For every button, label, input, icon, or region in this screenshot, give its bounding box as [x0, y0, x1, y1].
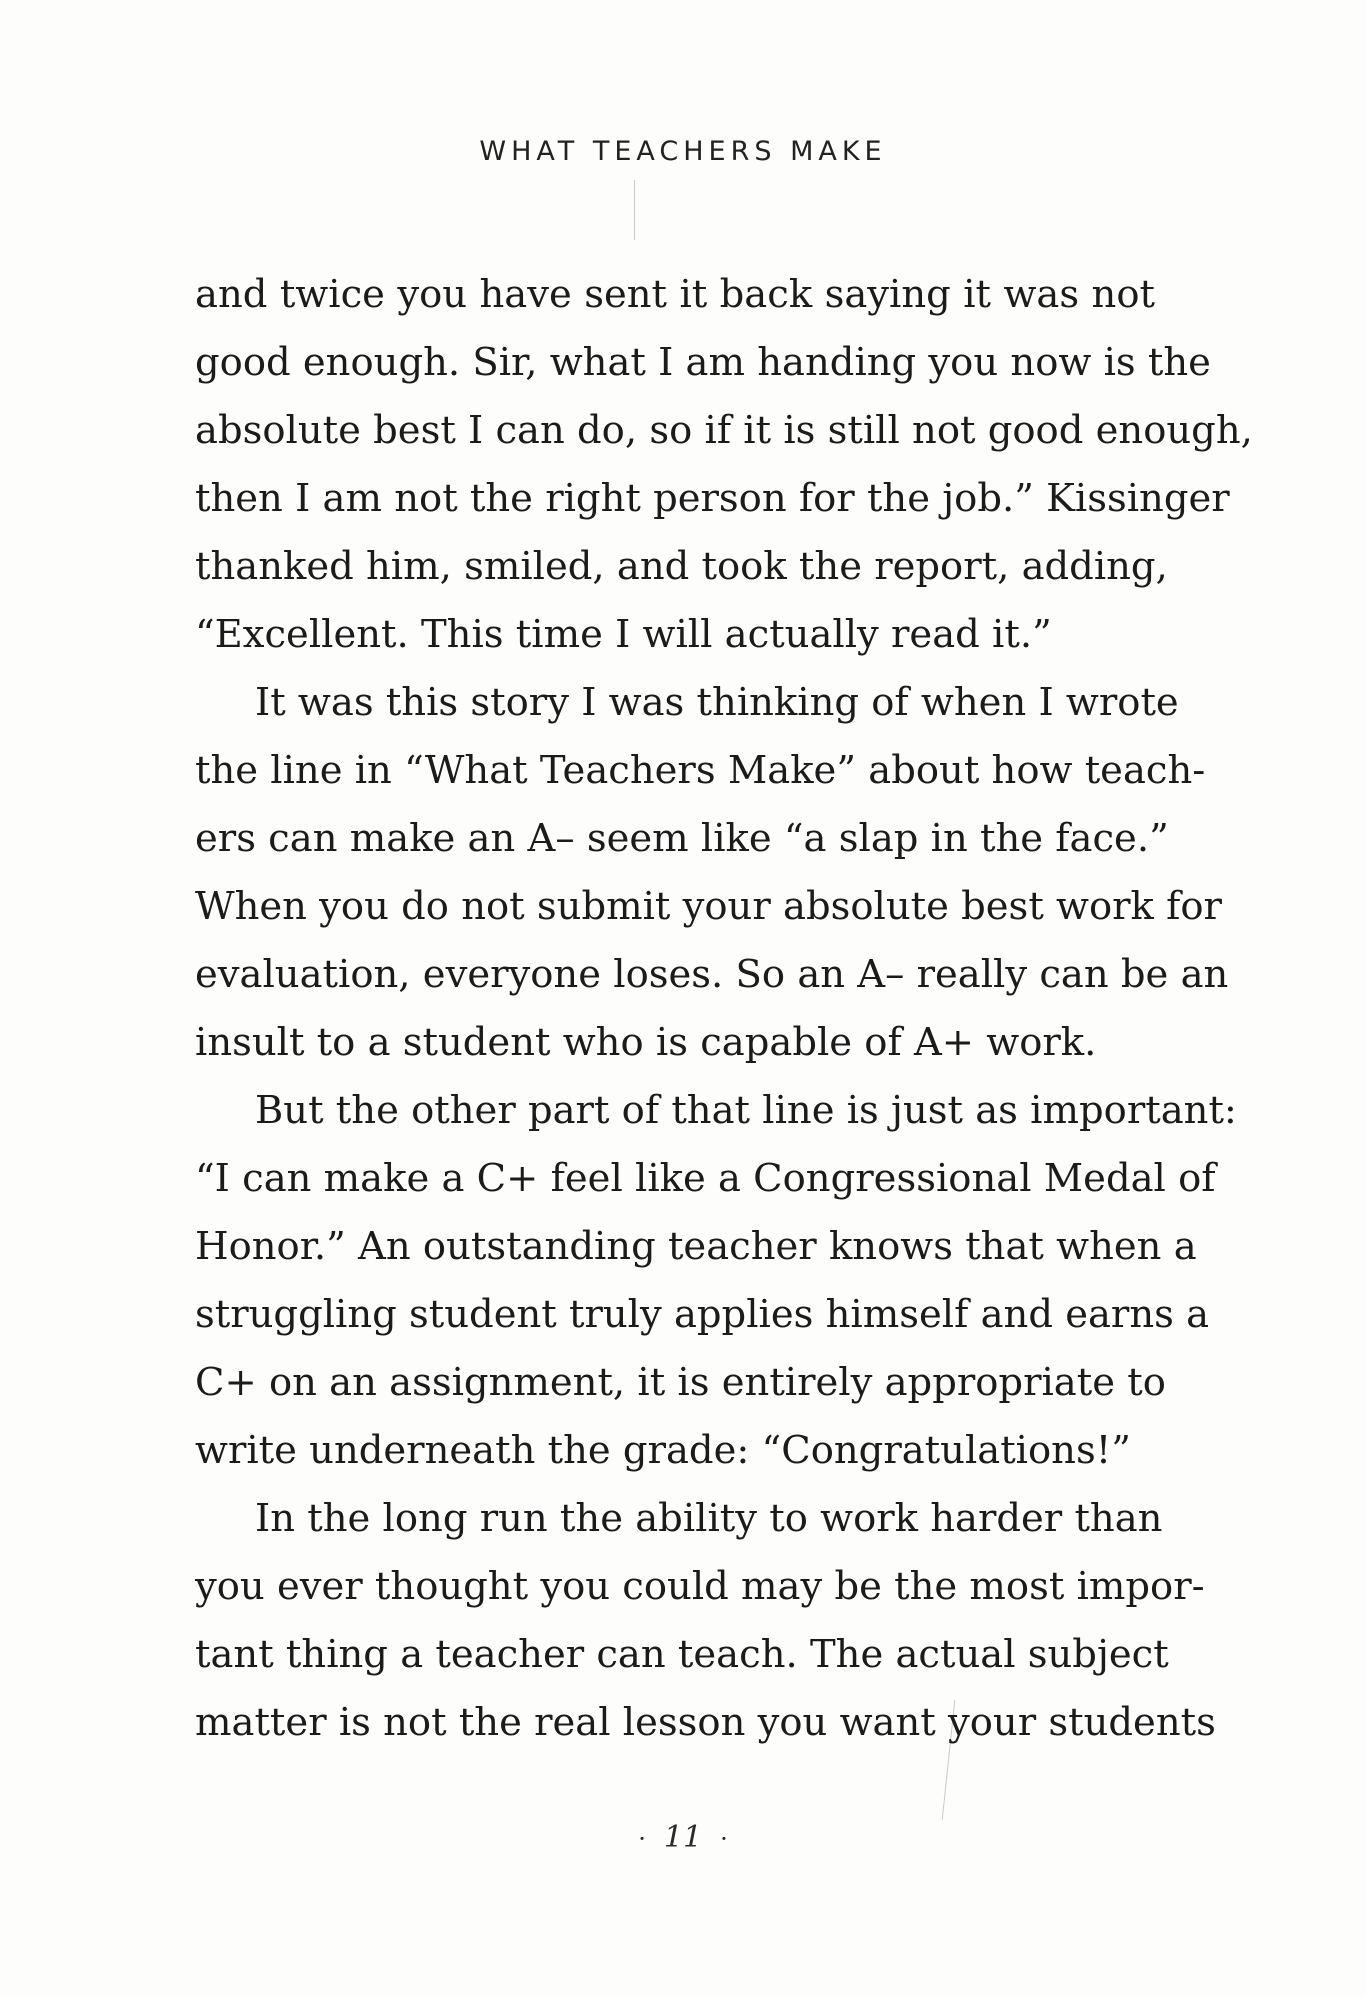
text-line: write underneath the grade: “Congratulations!” [195, 1428, 1131, 1473]
text-line: good enough. Sir, what I am handing you now is the [195, 340, 1211, 385]
text-line: In the long run the ability to work harder than [255, 1496, 1163, 1541]
text-line: “I can make a C+ feel like a Congressional Medal of [195, 1156, 1216, 1201]
text-line: tant thing a teacher can teach. The actual subject [195, 1632, 1169, 1677]
text-line: insult to a student who is capable of A+ work. [195, 1020, 1097, 1065]
text-line: then I am not the right person for the job.” Kissinger [195, 476, 1230, 521]
text-line: C+ on an assignment, it is entirely appropriate to [195, 1360, 1166, 1405]
text-line: matter is not the real lesson you want your students [195, 1700, 1216, 1745]
folio-separator-right: · [720, 1825, 728, 1853]
paragraph [195, 669, 1229, 1077]
text-line: thanked him, smiled, and took the report, adding, [195, 544, 1168, 589]
text-line: the line in “What Teachers Make” about how teach- [195, 748, 1206, 793]
text-line: It was this story I was thinking of when I wrote [255, 680, 1179, 725]
text-line: you ever thought you could may be the most impor- [195, 1564, 1205, 1609]
page-folio [0, 1820, 1366, 1855]
text-line: absolute best I can do, so if it is still not good enough, [195, 408, 1253, 453]
running-head: WHAT TEACHERS MAKE [479, 136, 887, 167]
text-line: evaluation, everyone loses. So an A– really can be an [195, 952, 1229, 997]
text-line: When you do not submit your absolute best work for [195, 884, 1222, 929]
text-line: But the other part of that line is just as important: [255, 1088, 1237, 1133]
text-line: Honor.” An outstanding teacher knows that when a [195, 1224, 1197, 1269]
paragraph [195, 261, 1253, 669]
page-number: 11 [663, 1820, 703, 1855]
text-line: “Excellent. This time I will actually read it.” [195, 612, 1052, 657]
text-line: ers can make an A– seem like “a slap in the face.” [195, 816, 1169, 861]
folio-separator-left: · [638, 1825, 646, 1853]
text-line: and twice you have sent it back saying it was not [195, 272, 1155, 317]
paragraph [195, 1077, 1237, 1485]
text-line: struggling student truly applies himself and earns a [195, 1292, 1210, 1337]
scan-artifact [634, 180, 635, 240]
paragraph [195, 1485, 1216, 1757]
body-text [195, 261, 1253, 1757]
